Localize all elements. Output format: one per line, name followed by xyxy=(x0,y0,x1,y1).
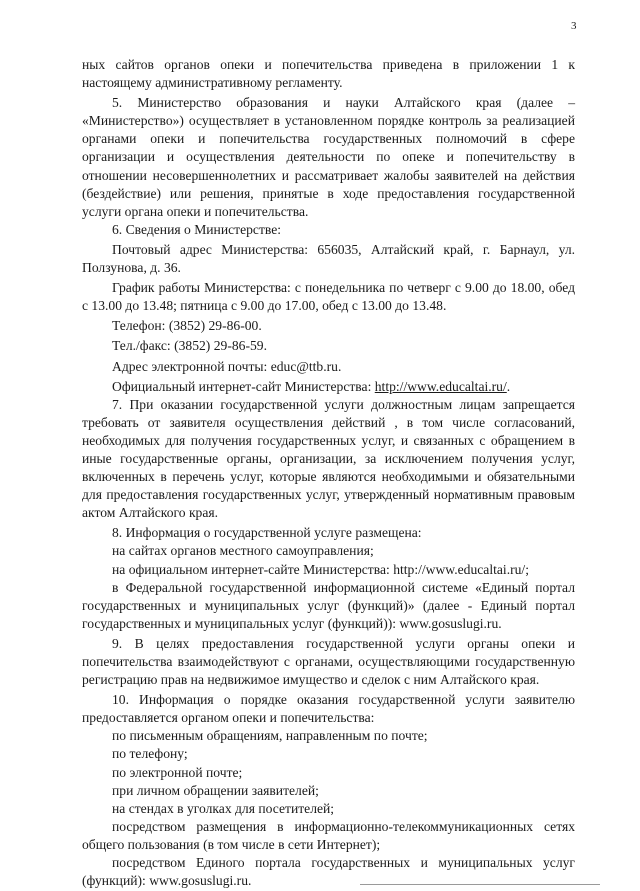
ministry-website-link[interactable]: http://www.educaltai.ru/ xyxy=(374,378,507,394)
ministry-schedule: График работы Министерства: с понедельника по четверг с 9.00 до 18.00, обед с 13.00 до 13.48; пятница с 9.00 до 17.00, обед с 13.00 до 13.48. xyxy=(82,280,575,314)
ministry-phone: Телефон: (3852) 29-86-00. xyxy=(112,318,262,334)
channel-phone: по телефону; xyxy=(112,746,188,762)
ministry-website-period: . xyxy=(506,378,511,394)
paragraph-10-heading: 10. Информация о порядке оказания государственной услуги заявителю предоставляется органом опеки и попечительства: xyxy=(82,692,575,726)
document-body xyxy=(82,56,575,890)
channel-email: по электронной почте; xyxy=(112,764,243,780)
paragraph-continuation: ных сайтов органов опеки и попечительства приведена в приложении 1 к настоящему административному регламенту. xyxy=(82,57,575,91)
bottom-rule xyxy=(360,884,600,885)
ministry-email: Адрес электронной почты: educ@ttb.ru. xyxy=(112,358,342,374)
channel-gosuslugi: посредством Единого портала государственных и муниципальных услуг (функций): www.gosuslugi.ru. xyxy=(82,855,575,889)
ministry-fax: Тел./факс: (3852) 29-86-59. xyxy=(112,338,267,354)
ministry-website-label: Официальный интернет-сайт Министерства: xyxy=(112,378,375,394)
channel-mail: по письменным обращениям, направленным по почте; xyxy=(112,728,428,744)
channel-in-person: при личном обращении заявителей; xyxy=(112,782,319,798)
paragraph-7: 7. При оказании государственной услуги должностным лицам запрещается требовать от заявителя осуществления действий , в том числе согласований, необходимых для получения государственных услуг, и связанных с обращением в иные государственные органы, организации, за исключением получения услуг, включенных в перечень услуг, которые являются необходимыми и обязательными для предоставления государственных услуг, утвержденный нормативным правовым актом Алтайского края. xyxy=(82,396,575,521)
info-item-federal-portal: в Федеральной государственной информационной системе «Единый портал государственных и муниципальных услуг (функций)» (далее - Единый портал государственных и муниципальных услуг (функций)): www.gosuslugi.ru. xyxy=(82,579,575,631)
channel-stands: на стендах в уголках для посетителей; xyxy=(112,800,335,816)
ministry-address: Почтовый адрес Министерства: 656035, Алтайский край, г. Барнаул, ул. Ползунова, д. 36. xyxy=(82,241,575,276)
info-item-local-sites: на сайтах органов местного самоуправления; xyxy=(112,543,374,559)
ministry-website xyxy=(82,378,575,396)
paragraph-8-heading: 8. Информация о государственной услуге размещена: xyxy=(112,525,422,541)
channel-internet: посредством размещения в информационно-телекоммуникационных сетях общего пользования (в том числе в сети Интернет); xyxy=(82,818,575,852)
page-number: 3 xyxy=(571,20,577,32)
paragraph-6-heading: 6. Сведения о Министерстве: xyxy=(112,221,282,237)
paragraph-5: 5. Министерство образования и науки Алтайского края (далее – «Министерство») осуществляет в установленном порядке контроль за реализацией органами опеки и попечительства государственных полномочий в сфере организации и осуществления деятельности по опеке и попечительству в отношении несовершеннолетних и рассматривает жалобы заявителей на действия (бездействие) или решения, принятые в ходе предоставления государственной услуги органа опеки и попечительства. xyxy=(82,95,575,219)
paragraph-9: 9. В целях предоставления государственной услуги органы опеки и попечительства взаимодействуют с органами, осуществляющими государственную регистрацию прав на недвижимое имущество и сделок с ним Алтайского края. xyxy=(82,635,575,688)
info-item-ministry-site: на официальном интернет-сайте Министерства: http://www.educaltai.ru/; xyxy=(112,561,529,577)
